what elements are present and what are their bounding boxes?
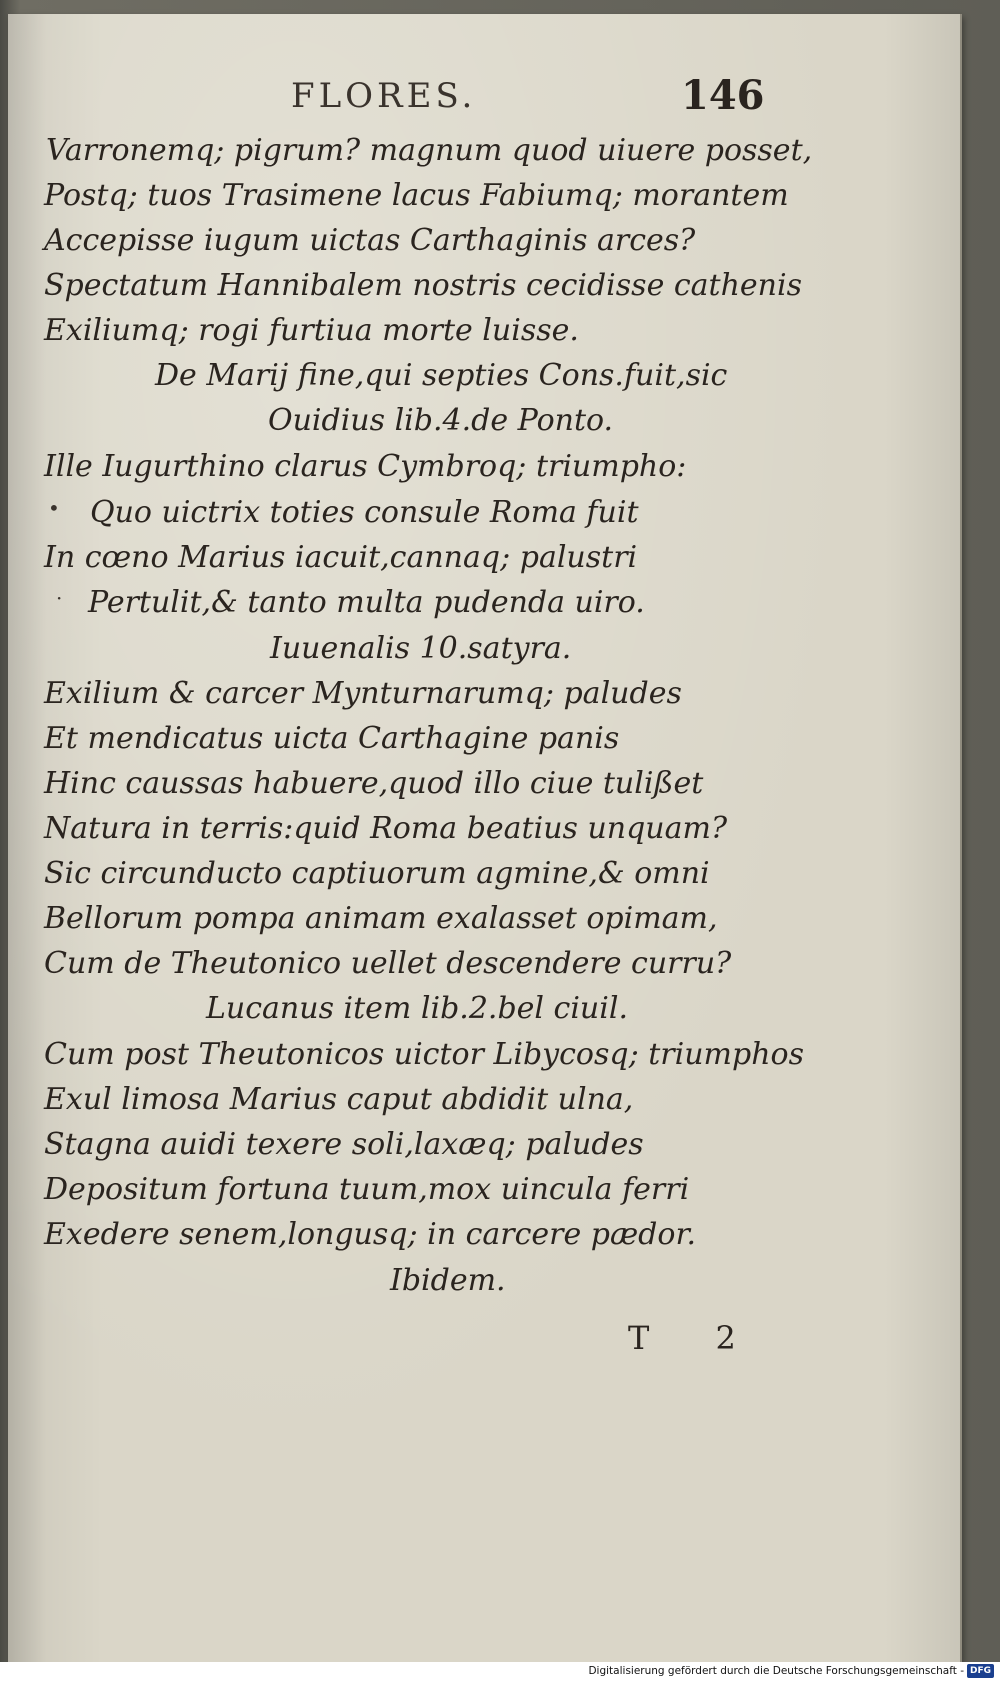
verse-line: Sic circunducto captiuorum agmine,& omni <box>44 856 710 891</box>
verse-line: Stagna auidi texere soli,laxæq; paludes <box>44 1127 644 1162</box>
running-header: FLORES. <box>291 76 477 116</box>
verse-line: Et mendicatus uicta Carthagine panis <box>44 721 620 756</box>
verse-line: Postq; tuos Trasimene lacus Fabiumq; morantem <box>44 178 789 213</box>
source-citation: Ouidius lib.4.de Ponto. <box>268 403 614 438</box>
source-citation: Ibidem. <box>390 1263 506 1298</box>
verse-line: Natura in terris:quid Roma beatius unquam? <box>44 811 728 846</box>
margin-dot: · <box>56 586 63 610</box>
source-citation: Lucanus item lib.2.bel ciuil. <box>206 991 628 1026</box>
verse-line: Cum post Theutonicos uictor Libycosq; triumphos <box>44 1037 804 1072</box>
verse-line: Bellorum pompa animam exalasset opimam, <box>44 901 718 936</box>
verse-line: Accepisse iugum uictas Carthaginis arces? <box>44 223 696 258</box>
verse-line: Ille Iugurthino clarus Cymbroq; triumpho: <box>44 449 687 484</box>
verse-line-indented: Quo uictrix toties consule Roma fuit <box>90 495 639 530</box>
section-heading: De Marij fine,qui septies Cons.fuit,sic <box>155 358 728 393</box>
dfg-logo: DFG <box>967 1664 994 1678</box>
verse-line: Varronemq; pigrum? magnum quod uiuere posset, <box>46 133 813 168</box>
credit-text: Digitalisierung gefördert durch die Deutsche Forschungsgemeinschaft - <box>588 1665 964 1677</box>
verse-line: Exedere senem,longusq; in carcere pædor. <box>44 1217 697 1252</box>
verse-line: Exilium & carcer Mynturnarumq; paludes <box>44 676 682 711</box>
margin-dot: • <box>48 496 60 520</box>
source-citation: Iuuenalis 10.satyra. <box>270 631 572 666</box>
verse-line: Exiliumq; rogi furtiua morte luisse. <box>44 313 579 348</box>
verse-line: Hinc caussas habuere,quod illo ciue tulißet <box>44 766 704 801</box>
verse-line: In cœno Marius iacuit,cannaq; palustri <box>44 540 638 575</box>
signature-mark: T 2 <box>628 1319 764 1357</box>
verse-line: Exul limosa Marius caput abdidit ulna, <box>44 1082 634 1117</box>
page-number: 146 <box>681 72 765 119</box>
digitization-credit <box>588 1664 994 1678</box>
verse-line: Spectatum Hannibalem nostris cecidisse cathenis <box>44 268 802 303</box>
book-page <box>8 14 962 1662</box>
verse-line-indented: Pertulit,& tanto multa pudenda uiro. <box>88 585 645 620</box>
verse-line: Depositum fortuna tuum,mox uincula ferri <box>44 1172 690 1207</box>
verse-line: Cum de Theutonico uellet descendere curru? <box>44 946 732 981</box>
